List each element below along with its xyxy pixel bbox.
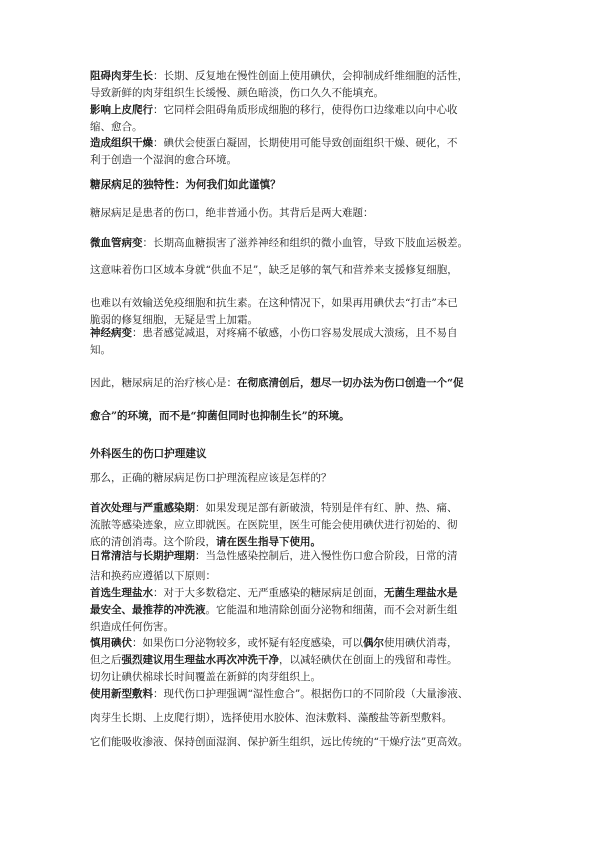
paragraph-iodophor: 慎用碘伏：如果伤口分泌物较多，或怀疑有轻度感染，可以偶尔使用碘伏消毒， 但之后强烈建议用生理盐水再次冲洗干净，以减轻碘伏在创面上的残留和毒性。 切勿让碘伏棉球长时间覆盖在新鲜的肉芽组织上。 [90,637,458,683]
paragraph-dryness: 造成组织干燥：碘伏会使蛋白凝固，长期使用可能导致创面组织干燥、硬化，不 利于创造一个湿润的愈合环境。 [90,137,458,166]
term-iodophor: 慎用碘伏 [90,637,132,649]
paragraph-neuropathy: 神经病变：患者感觉减退，对疼痛不敏感，小伤口容易发展成大溃疡，且不易自 知。 [90,327,458,356]
paragraph-intro: 糖尿病足是患者的伤口，绝非普通小伤。其背后是两大难题： [90,207,374,219]
heading-diabetic-foot: 糖尿病足的独特性：为何我们如此谨慎？ [90,179,281,191]
term-microvascular: 微血管病变 [90,237,143,249]
paragraph-dressings: 使用新型敷料：现代伤口护理强调“湿性愈合”。根据伤口的不同阶段（大量渗液、 肉芽生长期、上皮爬行期），选择使用水胶体、泡沫敷料、藻酸盐等新型敷料。 它们能吸收渗液、保持创面湿润、保护新生组织，远比传统的“干燥疗法”更高效。 [90,688,469,748]
heading-surgeon-advice: 外科医生的伤口护理建议 [90,448,207,460]
term-dryness: 造成组织干燥 [90,137,153,149]
term-first-treatment: 首次处理与严重感染期 [90,502,195,514]
core-emphasis-1: 在彻底清创后，想尽一切办法为伤口创造一个“促 [237,377,464,389]
paragraph-core: 因此，糖尿病足的治疗核心是：在彻底清创后，想尽一切办法为伤口创造一个“促 愈合”的环境，而不是“抑菌但同时也抑制生长”的环境。 [90,375,508,425]
paragraph-microvascular: 微血管病变：长期高血糖损害了滋养神经和组织的微小血管，导致下肢血运极差。 这意味着伤口区域本身就“供血不足”，缺乏足够的氧气和营养来支援修复细胞， 也难以有效输送免疫细胞和抗生素。在这种情况下，如果再用碘伏去“打击”本已 脆弱的修复细胞，无疑是雪上加霜。 [90,237,468,326]
term-saline: 首选生理盐水 [90,587,153,599]
term-granulation: 阻碍肉芽生长 [90,70,153,82]
core-emphasis-2: 愈合”的环境，而不是“抑菌但同时也抑制生长”的环境。 [90,410,350,422]
term-daily-care: 日常清洁与长期护理期 [90,550,195,562]
doctor-guidance-emphasis: 请在医生指导下使用。 [216,536,321,548]
term-neuropathy: 神经病变 [90,327,132,339]
paragraph-question: 那么，正确的糖尿病足伤口护理流程应该是怎样的？ [90,472,332,484]
paragraph-saline: 首选生理盐水：对于大多数稳定、无严重感染的糖尿病足创面，无菌生理盐水是 最安全、最推荐的冲洗液。它能温和地清除创面分泌物和细菌，而不会对新生组 织造成任何伤害。 [90,587,458,633]
paragraph-daily-care: 日常清洁与长期护理期：当急性感染控制后，进入慢性伤口愈合阶段，日常的清 洁和换药应遵循以下原则： [90,550,458,582]
paragraph-granulation: 阻碍肉芽生长：长期、反复地在慢性创面上使用碘伏，会抑制成纤维细胞的活性， 导致新鲜的肉芽组织生长缓慢、颜色暗淡，伤口久久不能填充。 [90,70,468,99]
paragraph-epithelial: 影响上皮爬行：它同样会阻碍角质形成细胞的移行，使得伤口边缘难以向中心收 缩、愈合。 [90,104,458,133]
term-epithelial: 影响上皮爬行 [90,104,153,116]
term-dressings: 使用新型敷料 [90,688,153,700]
paragraph-first-treatment: 首次处理与严重感染期：如果发现足部有新破溃，特别是伴有红、肿、热、痛、 流脓等感染迹象，应立即就医。在医院里，医生可能会使用碘伏进行初始的、彻 底的清创消毒。这个阶段，请在医生指导下使用。 [90,502,458,548]
